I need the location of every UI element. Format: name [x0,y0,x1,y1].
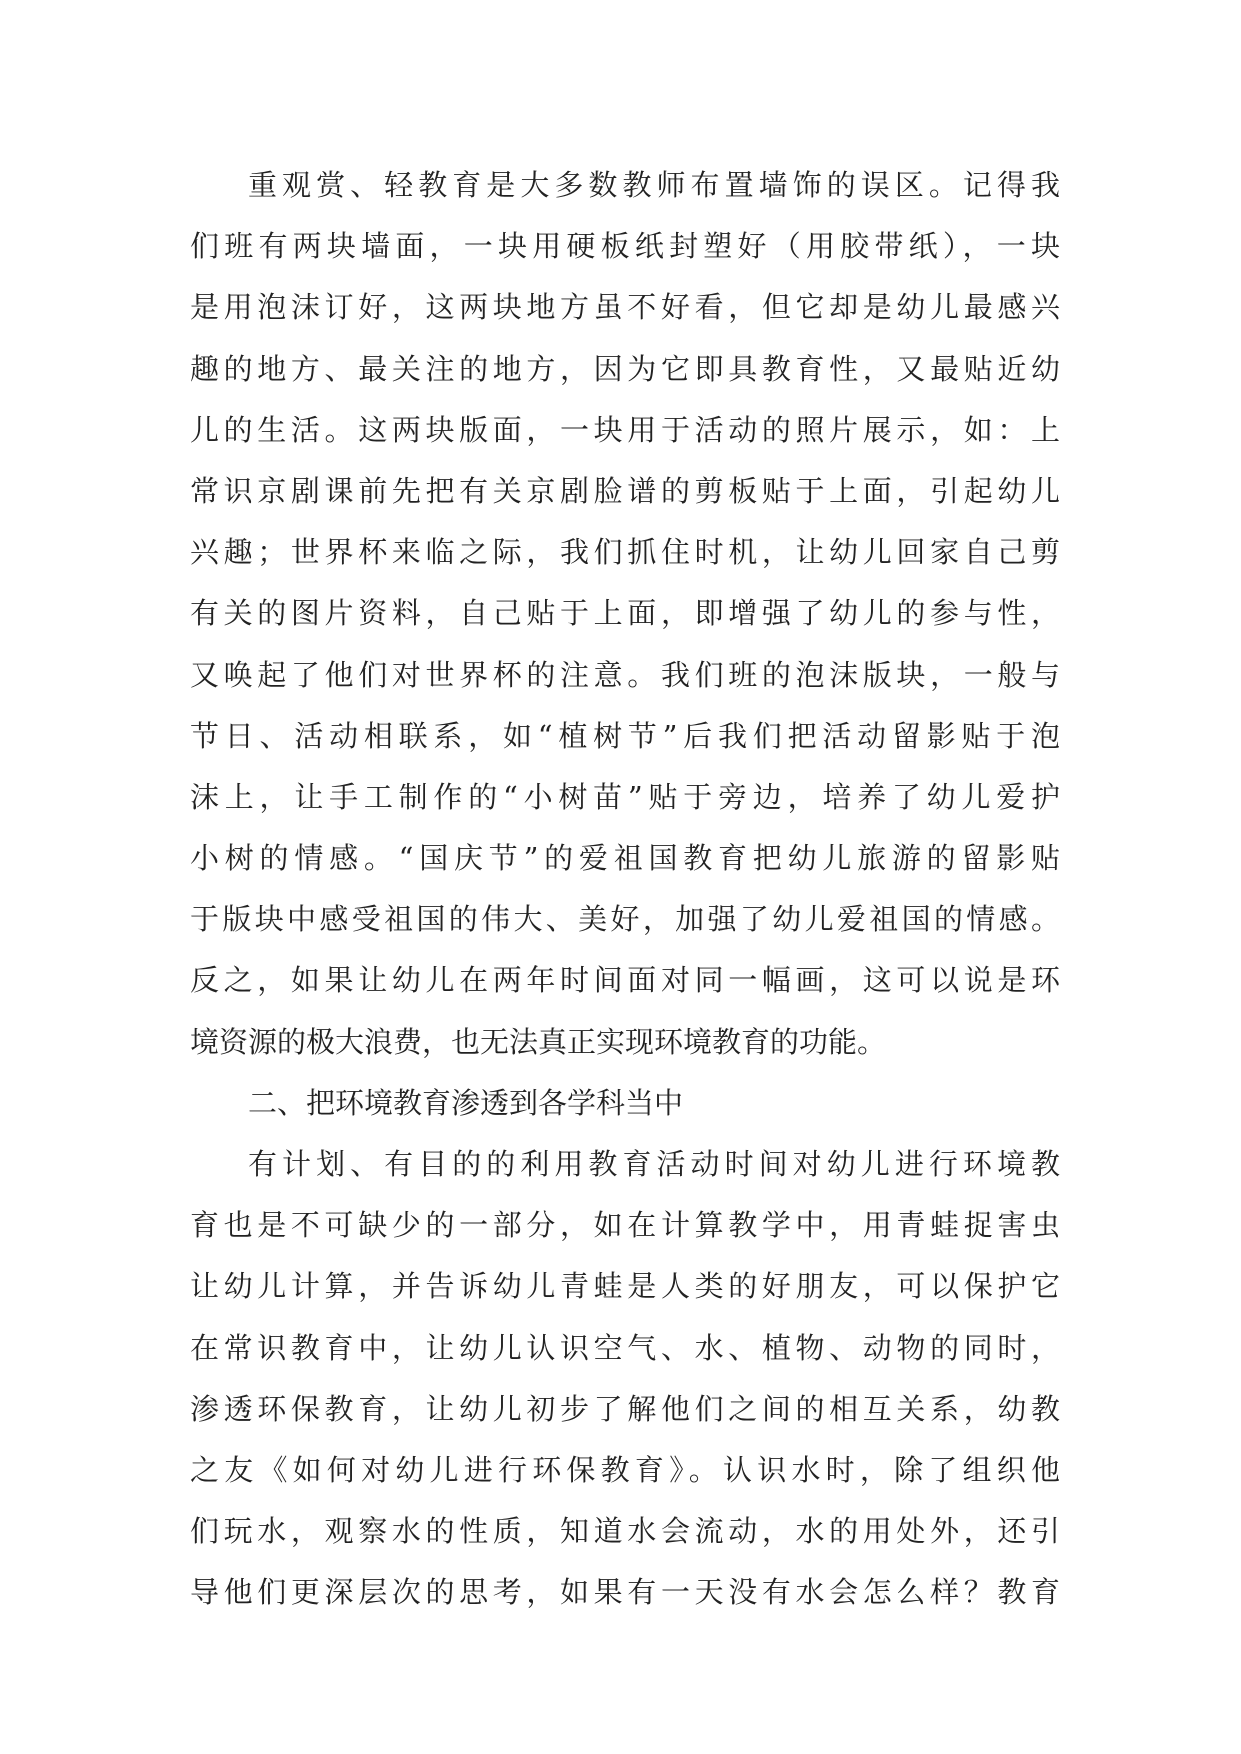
text-line: 有关的图片资料，自己贴于上面，即增强了幼儿的参与性， [190,596,1060,631]
text-line: 小树的情感。“国庆节”的爱祖国教育把幼儿旅游的留影贴 [190,841,1060,876]
text-line: 是用泡沫订好，这两块地方虽不好看，但它却是幼儿最感兴 [190,290,1060,325]
text-line: 们玩水，观察水的性质，知道水会流动，水的用处外，还引 [190,1514,1060,1549]
text-line: 趣的地方、最关注的地方，因为它即具教育性，又最贴近幼 [190,351,1060,386]
text-line: 有计划、有目的的利用教育活动时间对幼儿进行环境教 [248,1147,1060,1181]
text-line: 们班有两块墙面，一块用硬板纸封塑好（用胶带纸），一块 [190,229,1060,264]
text-line: 沫上，让手工制作的“小树苗”贴于旁边，培养了幼儿爱护 [190,779,1060,814]
text-line: 又唤起了他们对世界杯的注意。我们班的泡沫版块，一般与 [190,657,1060,692]
section-heading: 二、把环境教育渗透到各学科当中 [248,1085,684,1120]
text-line: 在常识教育中，让幼儿认识空气、水、植物、动物的同时， [190,1330,1060,1365]
text-line: 常识京剧课前先把有关京剧脸谱的剪板贴于上面，引起幼儿 [190,473,1060,508]
text-line: 儿的生活。这两块版面，一块用于活动的照片展示，如：上 [190,412,1060,447]
text-line: 之友《如何对幼儿进行环保教育》。认识水时，除了组织他 [190,1452,1060,1487]
text-line: 让幼儿计算，并告诉幼儿青蛙是人类的好朋友，可以保护它 [190,1269,1060,1304]
text-line: 兴趣；世界杯来临之际，我们抓住时机，让幼儿回家自己剪 [190,535,1060,570]
body-text [190,155,1060,1624]
text-line: 导他们更深层次的思考，如果有一天没有水会怎么样？教育 [190,1575,1060,1610]
text-line: 重观赏、轻教育是大多数教师布置墙饰的误区。记得我 [248,168,1060,202]
text-line: 境资源的极大浪费，也无法真正实现环境教育的功能。 [190,1024,887,1059]
text-line: 育也是不可缺少的一部分，如在计算教学中，用青蛙捉害虫 [190,1208,1060,1243]
text-line: 反之，如果让幼儿在两年时间面对同一幅画，这可以说是环 [190,963,1060,998]
text-line: 于版块中感受祖国的伟大、美好，加强了幼儿爱祖国的情感。 [190,902,1060,937]
text-line: 渗透环保教育，让幼儿初步了解他们之间的相互关系，幼教 [190,1391,1060,1426]
text-line: 节日、活动相联系，如“植树节”后我们把活动留影贴于泡 [190,718,1060,753]
